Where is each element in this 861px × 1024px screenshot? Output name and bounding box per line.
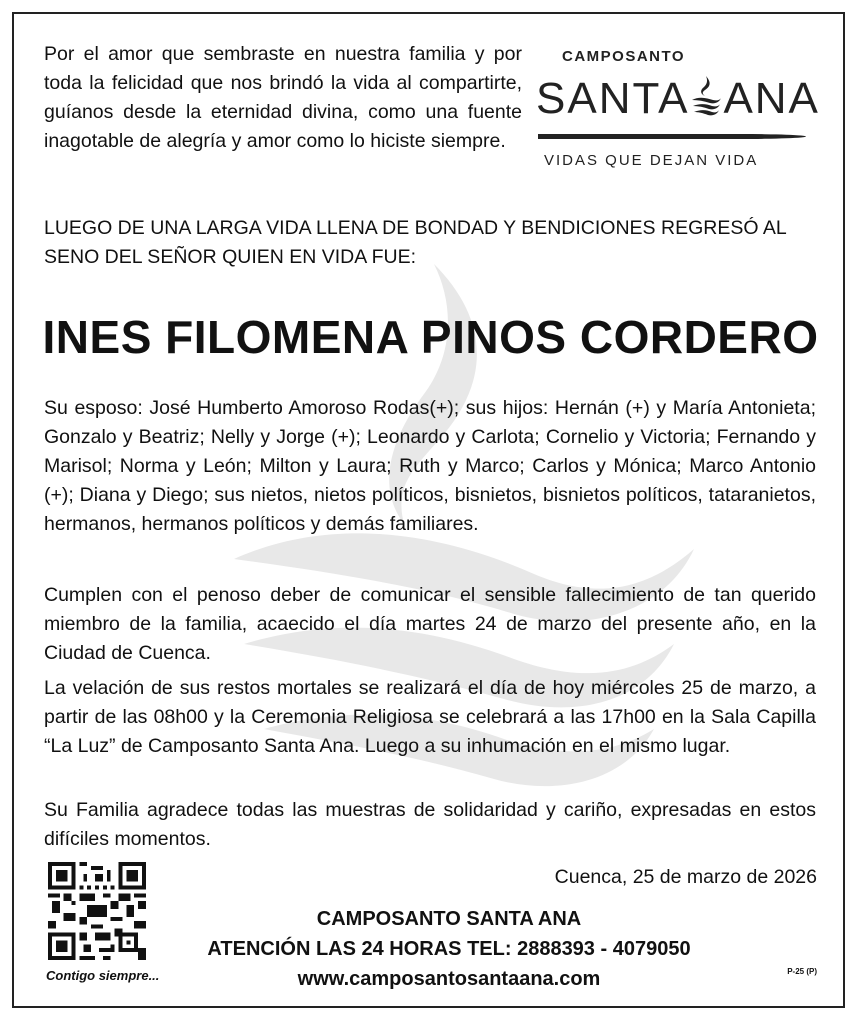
logo-top-text: CAMPOSANTO [562,48,686,65]
deceased-name: INES FILOMENA PINOS CORDERO [42,311,819,363]
logo-name-left: SANTA [536,74,690,123]
footer-website-link[interactable]: www.camposantosantaana.com [297,968,601,990]
obituary-frame [12,12,845,1008]
thanks-paragraph: Su Familia agradece todas las muestras de solidaridad y cariño, expresadas en estos difíciles momentos. [44,799,816,850]
lead-statement: LUEGO DE UNA LARGA VIDA LLENA DE BONDAD Y BENDICIONES REGRESÓ AL SENO DEL SEÑOR QUIEN EN VIDA FUE: [44,217,786,268]
intro-dedication: Por el amor que sembraste en nuestra familia y por toda la felicidad que nos brindó la vida al compartirte, guíanos desde la eternidad divina, como una fuente inagotable de alegría y amor como lo hiciste siempre. [44,43,522,152]
obituary-content [14,14,845,1008]
footer-phone: ATENCIÓN LAS 24 HORAS TEL: 2888393 - 4079050 [207,938,691,960]
family-paragraph: Su esposo: José Humberto Amoroso Rodas(+); sus hijos: Hernán (+) y María Antonieta; Gonzalo y Beatriz; Nelly y Jorge (+); Leonardo y Carlota; Cornelio y Victoria; Fernando y Marisol; Norma y León; Milton y Laura; Ruth y Marco; Carlos y Mónica; Marco Antonio (+); Diana y Diego; sus nietos, nietos políticos, bisnietos, bisnietos políticos, tataranietos, hermanos, hermanos políticos y demás familiares. [44,397,816,535]
slogan-text: Contigo siempre... [46,968,160,983]
footer-company: CAMPOSANTO SANTA ANA [316,908,582,930]
flame-icon [689,74,723,118]
logo-rule [538,134,806,139]
camposanto-logo [534,40,824,170]
logo-name [536,74,820,124]
logo-tagline: VIDAS QUE DEJAN VIDA [544,152,759,169]
logo-name-right: ANA [723,74,820,123]
announcement-paragraph: Cumplen con el penoso deber de comunicar el sensible fallecimiento de tan querido miembro de la familia, acaecido el día martes 24 de marzo del presente año, en la Ciudad de Cuenca. [44,584,816,664]
qr-code-icon[interactable] [48,862,146,960]
service-paragraph: La velación de sus restos mortales se realizará el día de hoy miércoles 25 de marzo, a partir de las 08h00 y la Ceremonia Religiosa se celebrará a las 17h00 en la Sala Capilla “La Luz” de Camposanto Santa Ana. Luego a su inhumación en el mismo lugar. [44,677,816,757]
place-date: Cuenca, 25 de marzo de 2026 [554,866,817,888]
ref-code: P-25 (P) [787,967,817,976]
